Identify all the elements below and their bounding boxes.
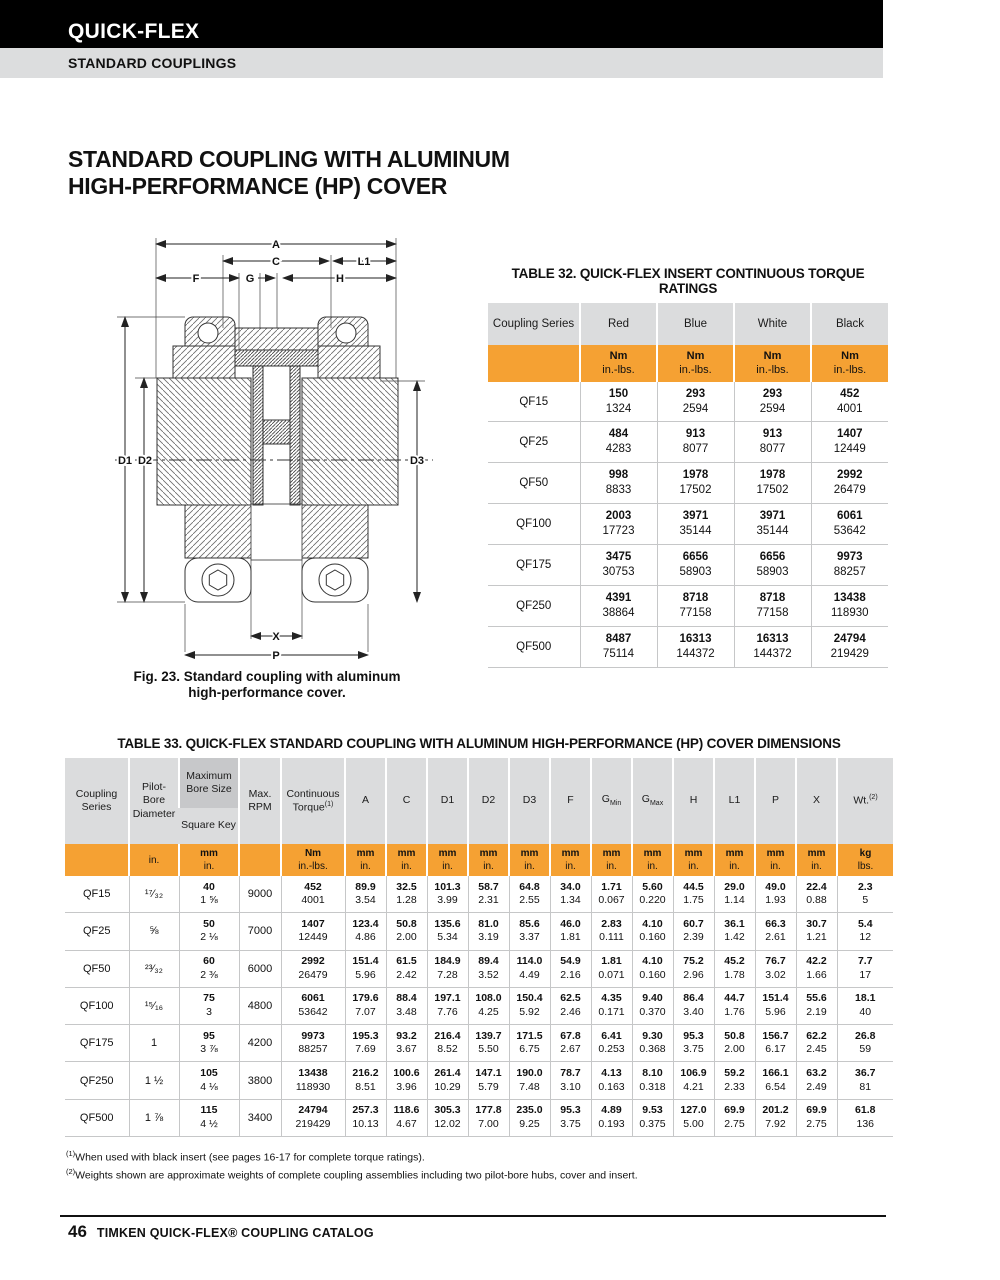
table-cell: 3475 30753: [580, 545, 657, 586]
table-cell: 13438 118930: [811, 585, 888, 626]
table-cell: 85.6 3.37: [509, 913, 550, 950]
table-cell: 4200: [239, 1025, 281, 1062]
table-cell: 3971 35144: [734, 504, 811, 545]
table-cell: 452 4001: [281, 876, 345, 913]
table-cell: 46.0 1.81: [550, 913, 591, 950]
dim-label-d2: D2: [137, 455, 153, 467]
column-header-d1: D1: [427, 758, 468, 844]
units-cell: Nm in.-lbs.: [811, 345, 888, 382]
table-cell: 8.10 0.318: [632, 1062, 673, 1099]
table-cell: 69.9 2.75: [796, 1099, 837, 1136]
table-cell: 75.2 2.96: [673, 950, 714, 987]
table-cell: 1407 12449: [811, 422, 888, 463]
table-cell: 58.7 2.31: [468, 876, 509, 913]
table-cell: 44.5 1.75: [673, 876, 714, 913]
table-cell: 6656 58903: [657, 545, 734, 586]
units-cell: mm in.: [550, 844, 591, 876]
table-cell: 139.7 5.50: [468, 1025, 509, 1062]
table-cell: 60 2 ⅜: [179, 950, 239, 987]
column-header-f: F: [550, 758, 591, 844]
dimensions-units-row: [65, 844, 893, 876]
table-cell: 66.3 2.61: [755, 913, 796, 950]
table-cell: 42.2 1.66: [796, 950, 837, 987]
table-cell: 4.10 0.160: [632, 913, 673, 950]
torque-table: [488, 303, 888, 668]
table-cell: 32.5 1.28: [386, 876, 427, 913]
table-cell: QF50: [488, 463, 580, 504]
table-cell: 16313 144372: [734, 626, 811, 667]
table-cell: 1.81 0.071: [591, 950, 632, 987]
table-cell: 36.7 81: [837, 1062, 893, 1099]
dim-label-g: G: [245, 273, 255, 285]
table-cell: 36.1 1.42: [714, 913, 755, 950]
table-cell: 2003 17723: [580, 504, 657, 545]
table-cell: 30.7 1.21: [796, 913, 837, 950]
units-cell: mm in.: [632, 844, 673, 876]
units-cell: [488, 345, 580, 382]
table-cell: 81.0 3.19: [468, 913, 509, 950]
table-cell: QF500: [65, 1099, 129, 1136]
table-row: [65, 987, 893, 1024]
table-cell: 195.3 7.69: [345, 1025, 386, 1062]
table-cell: ¹⁵⁄₁₆: [129, 987, 179, 1024]
units-cell: [239, 844, 281, 876]
dim-label-a: A: [272, 239, 280, 251]
dim-label-h: H: [336, 273, 344, 285]
table-cell: 1 ⅞: [129, 1099, 179, 1136]
table-cell: 6.41 0.253: [591, 1025, 632, 1062]
table-cell: 9973 88257: [281, 1025, 345, 1062]
table-cell: 118.6 4.67: [386, 1099, 427, 1136]
table-cell: 4.89 0.193: [591, 1099, 632, 1136]
table-cell: ⅝: [129, 913, 179, 950]
table-cell: QF100: [65, 987, 129, 1024]
table-cell: 151.4 5.96: [755, 987, 796, 1024]
table-cell: 150 1324: [580, 382, 657, 422]
table-cell: 166.1 6.54: [755, 1062, 796, 1099]
table-cell: 216.2 8.51: [345, 1062, 386, 1099]
table-cell: 50.8 2.00: [714, 1025, 755, 1062]
units-cell: mm in.: [673, 844, 714, 876]
table-cell: 998 8833: [580, 463, 657, 504]
table-cell: 150.4 5.92: [509, 987, 550, 1024]
coupling-diagram: [55, 228, 485, 708]
table-row: [488, 545, 888, 586]
table-cell: 293 2594: [657, 382, 734, 422]
table-cell: 7000: [239, 913, 281, 950]
table-cell: 452 4001: [811, 382, 888, 422]
table-cell: 55.6 2.19: [796, 987, 837, 1024]
torque-table-title: TABLE 32. QUICK-FLEX INSERT CONTINUOUS TORQUE RATINGS: [511, 266, 865, 296]
table-row: [65, 1062, 893, 1099]
table-cell: QF175: [65, 1025, 129, 1062]
table-cell: 44.7 1.76: [714, 987, 755, 1024]
table-cell: 4391 38864: [580, 585, 657, 626]
table-cell: 89.4 3.52: [468, 950, 509, 987]
units-cell: mm in.: [345, 844, 386, 876]
dim-label-d3: D3: [409, 455, 425, 467]
column-header-l1: L1: [714, 758, 755, 844]
table-cell: 88.4 3.48: [386, 987, 427, 1024]
table-cell: 1 ½: [129, 1062, 179, 1099]
column-header-torque: Continuous Torque$^{(1)}$: [281, 758, 345, 844]
table-cell: 1: [129, 1025, 179, 1062]
table-cell: QF250: [65, 1062, 129, 1099]
table-cell: 913 8077: [734, 422, 811, 463]
table-cell: 156.7 6.17: [755, 1025, 796, 1062]
table-cell: 123.4 4.86: [345, 913, 386, 950]
table-cell: 4800: [239, 987, 281, 1024]
table-cell: 89.9 3.54: [345, 876, 386, 913]
units-cell: kg lbs.: [837, 844, 893, 876]
table-cell: 49.0 1.93: [755, 876, 796, 913]
footer: [68, 1222, 374, 1242]
table-row: [488, 585, 888, 626]
column-header-d2: D2: [468, 758, 509, 844]
table-cell: 95.3 3.75: [673, 1025, 714, 1062]
footer-rule: [60, 1215, 886, 1217]
table-cell: 50 2 ⅛: [179, 913, 239, 950]
units-cell: mm in.: [427, 844, 468, 876]
column-header-coupling-series: Coupling Series: [65, 758, 129, 844]
table-cell: QF175: [488, 545, 580, 586]
table-cell: 913 8077: [657, 422, 734, 463]
table-cell: QF250: [488, 585, 580, 626]
table-cell: 115 4 ½: [179, 1099, 239, 1136]
table-row: [488, 626, 888, 667]
table-cell: 305.3 12.02: [427, 1099, 468, 1136]
table-cell: 184.9 7.28: [427, 950, 468, 987]
table-cell: 105 4 ⅛: [179, 1062, 239, 1099]
dim-label-d1: D1: [117, 455, 133, 467]
table-cell: 235.0 9.25: [509, 1099, 550, 1136]
table-cell: 1.71 0.067: [591, 876, 632, 913]
torque-table-body: [488, 382, 888, 668]
table-cell: 18.1 40: [837, 987, 893, 1024]
table-cell: 135.6 5.34: [427, 913, 468, 950]
table-cell: 179.6 7.07: [345, 987, 386, 1024]
units-cell: Nm in.-lbs.: [657, 345, 734, 382]
table-cell: 54.9 2.16: [550, 950, 591, 987]
section-title: STANDARD COUPLINGS: [68, 55, 237, 71]
brand-title: QUICK-FLEX: [68, 20, 200, 43]
units-cell: mm in.: [755, 844, 796, 876]
table-cell: 1978 17502: [657, 463, 734, 504]
table-cell: 197.1 7.76: [427, 987, 468, 1024]
dimensions-table: [65, 758, 893, 1137]
table-cell: 50.8 2.00: [386, 913, 427, 950]
table-cell: 24794 219429: [811, 626, 888, 667]
table-cell: 2992 26479: [811, 463, 888, 504]
dimensions-table-body: [65, 876, 893, 1136]
table-cell: 147.1 5.79: [468, 1062, 509, 1099]
dimensions-table-title: TABLE 33. QUICK-FLEX STANDARD COUPLING WITH ALUMINUM HIGH-PERFORMANCE (HP) COVER DIMENSIONS: [117, 736, 841, 751]
table-cell: 8487 75114: [580, 626, 657, 667]
table-row: [65, 1099, 893, 1136]
table-row: [65, 913, 893, 950]
figure-caption-line1: Fig. 23. Standard coupling with aluminum: [133, 669, 401, 684]
table-cell: 171.5 6.75: [509, 1025, 550, 1062]
table-cell: 9000: [239, 876, 281, 913]
table-cell: 3971 35144: [657, 504, 734, 545]
table-cell: 26.8 59: [837, 1025, 893, 1062]
table-row: [488, 463, 888, 504]
table-cell: 75 3: [179, 987, 239, 1024]
table-cell: 69.9 2.75: [714, 1099, 755, 1136]
units-cell: mm in.: [509, 844, 550, 876]
table-row: [65, 876, 893, 913]
table-cell: 2992 26479: [281, 950, 345, 987]
table-cell: 127.0 5.00: [673, 1099, 714, 1136]
column-header-black: Black: [811, 303, 888, 345]
column-header-d3: D3: [509, 758, 550, 844]
dimensions-header-row-1: [65, 758, 893, 808]
table-cell: 6061 53642: [811, 504, 888, 545]
footer-text: TIMKEN QUICK-FLEX® COUPLING CATALOG: [96, 1226, 374, 1240]
table-cell: 95.3 3.75: [550, 1099, 591, 1136]
column-header-red: Red: [580, 303, 657, 345]
table-cell: QF100: [488, 504, 580, 545]
page-title: [68, 146, 510, 200]
table-cell: 9.40 0.370: [632, 987, 673, 1024]
table-cell: 6656 58903: [734, 545, 811, 586]
footnote-2: $^{(2)}$Weights shown are approximate weights of complete coupling assemblies including two pilot-bore hubs, cover and insert.: [66, 1166, 638, 1182]
table-cell: 13438 118930: [281, 1062, 345, 1099]
table-cell: 76.7 3.02: [755, 950, 796, 987]
table-cell: 6000: [239, 950, 281, 987]
table-cell: 201.2 7.92: [755, 1099, 796, 1136]
dim-label-f: F: [192, 273, 200, 285]
table-cell: 190.0 7.48: [509, 1062, 550, 1099]
table-cell: 2.83 0.111: [591, 913, 632, 950]
table-cell: 3800: [239, 1062, 281, 1099]
table-row: [65, 950, 893, 987]
table-cell: 101.3 3.99: [427, 876, 468, 913]
units-cell: Nm in.-lbs.: [281, 844, 345, 876]
table-cell: 5.60 0.220: [632, 876, 673, 913]
torque-table-section: [488, 266, 888, 668]
table-cell: 3400: [239, 1099, 281, 1136]
footnotes: [66, 1148, 638, 1184]
table-cell: QF50: [65, 950, 129, 987]
table-row: [65, 1025, 893, 1062]
table-cell: 114.0 4.49: [509, 950, 550, 987]
table-cell: 8718 77158: [657, 585, 734, 626]
column-header-max-rpm: Max. RPM: [239, 758, 281, 844]
page-title-line1: STANDARD COUPLING WITH ALUMINUM: [68, 146, 510, 172]
table-cell: QF500: [488, 626, 580, 667]
table-row: [488, 504, 888, 545]
table-cell: 16313 144372: [657, 626, 734, 667]
table-cell: 216.4 8.52: [427, 1025, 468, 1062]
table-cell: 78.7 3.10: [550, 1062, 591, 1099]
table-cell: 151.4 5.96: [345, 950, 386, 987]
units-cell: mm in.: [386, 844, 427, 876]
torque-units-row: [488, 345, 888, 382]
units-cell: [65, 844, 129, 876]
table-cell: 45.2 1.78: [714, 950, 755, 987]
figure-caption-line2: high-performance cover.: [188, 685, 346, 700]
table-cell: 108.0 4.25: [468, 987, 509, 1024]
table-cell: ²³⁄₃₂: [129, 950, 179, 987]
table-cell: 1978 17502: [734, 463, 811, 504]
table-cell: 24794 219429: [281, 1099, 345, 1136]
table-cell: 86.4 3.40: [673, 987, 714, 1024]
table-cell: 484 4283: [580, 422, 657, 463]
table-cell: 8718 77158: [734, 585, 811, 626]
table-row: [488, 422, 888, 463]
units-cell: mm in.: [714, 844, 755, 876]
table-cell: 61.8 136: [837, 1099, 893, 1136]
table-cell: 2.3 5: [837, 876, 893, 913]
column-header-pilot-bore: Pilot-Bore Diameter: [129, 758, 179, 844]
table-cell: 60.7 2.39: [673, 913, 714, 950]
page-number: 46: [68, 1222, 87, 1241]
column-header-c: C: [386, 758, 427, 844]
table-cell: QF25: [65, 913, 129, 950]
table-cell: 4.13 0.163: [591, 1062, 632, 1099]
column-header-gmin: $G_{Min}$: [591, 758, 632, 844]
column-header-h: H: [673, 758, 714, 844]
table-cell: 1407 12449: [281, 913, 345, 950]
table-cell: 9.53 0.375: [632, 1099, 673, 1136]
table-cell: 64.8 2.55: [509, 876, 550, 913]
table-cell: 7.7 17: [837, 950, 893, 987]
table-cell: 293 2594: [734, 382, 811, 422]
table-cell: 9.30 0.368: [632, 1025, 673, 1062]
column-header-a: A: [345, 758, 386, 844]
table-cell: 257.3 10.13: [345, 1099, 386, 1136]
table-cell: 4.10 0.160: [632, 950, 673, 987]
table-cell: 61.5 2.42: [386, 950, 427, 987]
dim-label-c: C: [272, 256, 280, 268]
table-cell: QF15: [519, 395, 549, 408]
column-header-wt: Wt.$^{(2)}$: [837, 758, 893, 844]
units-cell: mm in.: [468, 844, 509, 876]
units-cell: mm in.: [796, 844, 837, 876]
table-cell: 93.2 3.67: [386, 1025, 427, 1062]
table-cell: 9973 88257: [811, 545, 888, 586]
units-cell: Nm in.-lbs.: [734, 345, 811, 382]
torque-table-header-row: [488, 303, 888, 345]
table-cell: 22.4 0.88: [796, 876, 837, 913]
units-cell: in.: [129, 844, 179, 876]
table-cell: ¹⁷⁄₃₂: [129, 876, 179, 913]
dimensions-table-section: [65, 736, 893, 1137]
dim-label-p: P: [272, 650, 280, 662]
column-header-blue: Blue: [657, 303, 734, 345]
table-cell: 261.4 10.29: [427, 1062, 468, 1099]
table-cell: QF25: [488, 422, 580, 463]
table-cell: 67.8 2.67: [550, 1025, 591, 1062]
column-header-max-bore: Maximum Bore Size: [179, 758, 239, 808]
table-cell: 5.4 12: [837, 913, 893, 950]
units-cell: mm in.: [179, 844, 239, 876]
table-cell: 100.6 3.96: [386, 1062, 427, 1099]
units-cell: Nm in.-lbs.: [580, 345, 657, 382]
column-header-coupling-series: Coupling Series: [488, 303, 580, 345]
table-cell: 34.0 1.34: [550, 876, 591, 913]
table-cell: 59.2 2.33: [714, 1062, 755, 1099]
page-title-line2: HIGH-PERFORMANCE (HP) COVER: [68, 173, 448, 200]
dim-label-x: X: [272, 631, 280, 643]
table-cell: QF15: [82, 888, 111, 901]
table-cell: 6061 53642: [281, 987, 345, 1024]
table-cell: 40 1 ⅝: [179, 876, 239, 913]
column-header-x: X: [796, 758, 837, 844]
table-cell: 4.35 0.171: [591, 987, 632, 1024]
table-cell: 177.8 7.00: [468, 1099, 509, 1136]
table-cell: 29.0 1.14: [714, 876, 755, 913]
column-header-p: P: [755, 758, 796, 844]
table-cell: 62.5 2.46: [550, 987, 591, 1024]
table-cell: 106.9 4.21: [673, 1062, 714, 1099]
column-header-gmax: $G_{Max}$: [632, 758, 673, 844]
table-row: [488, 382, 888, 422]
table-cell: 95 3 ⅞: [179, 1025, 239, 1062]
column-header-white: White: [734, 303, 811, 345]
units-cell: mm in.: [591, 844, 632, 876]
dim-label-l1: L1: [357, 256, 371, 268]
footnote-1: $^{(1)}$When used with black insert (see pages 16-17 for complete torque ratings).: [66, 1149, 425, 1164]
table-cell: 63.2 2.49: [796, 1062, 837, 1099]
table-cell: 62.2 2.45: [796, 1025, 837, 1062]
column-header-square-key: Square Key: [179, 808, 239, 844]
